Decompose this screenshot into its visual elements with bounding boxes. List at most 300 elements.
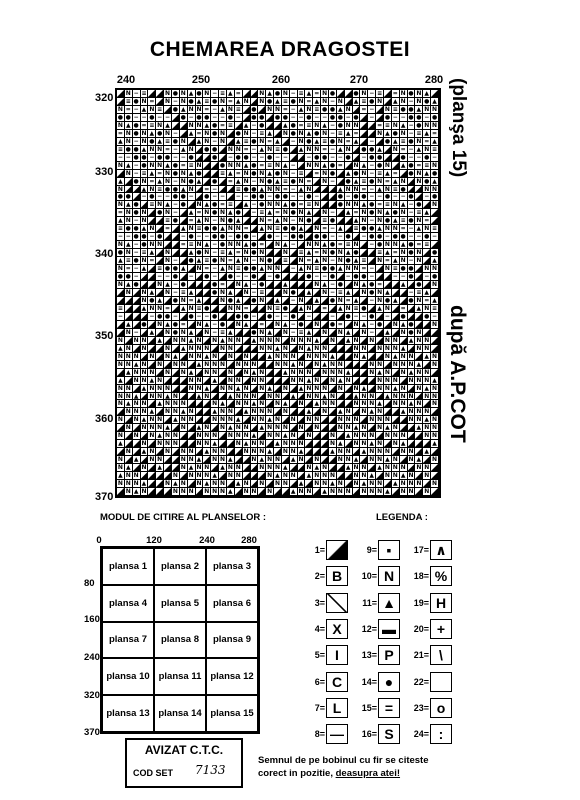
pattern-cell: N bbox=[227, 241, 233, 249]
pattern-cell bbox=[345, 361, 353, 369]
pattern-cell bbox=[243, 345, 251, 353]
pattern-cell bbox=[305, 400, 313, 408]
pattern-cell bbox=[243, 329, 251, 337]
pattern-cell bbox=[305, 424, 313, 432]
pattern-cell: ▲ bbox=[431, 178, 439, 186]
pattern-cell: N bbox=[392, 424, 398, 432]
pattern-cell bbox=[337, 393, 345, 401]
pattern-cell: ● bbox=[117, 249, 124, 257]
pattern-cell: ● bbox=[227, 217, 233, 225]
pattern-cell: N bbox=[432, 320, 438, 328]
pattern-cell: ● bbox=[196, 113, 202, 121]
pattern-cell: ▲ bbox=[353, 393, 361, 401]
pattern-cell: N bbox=[314, 472, 320, 480]
pattern-cell: ● bbox=[117, 273, 124, 281]
pattern-cell bbox=[258, 305, 266, 313]
pattern-cell: ● bbox=[267, 97, 273, 105]
pattern-cell bbox=[266, 114, 274, 122]
pattern-cell: N bbox=[392, 360, 398, 368]
pattern-cell: ▲ bbox=[243, 281, 251, 289]
pattern-cell: ● bbox=[267, 312, 273, 320]
pattern-cell bbox=[431, 488, 439, 496]
pattern-cell bbox=[180, 472, 188, 480]
pattern-cell: N bbox=[180, 464, 186, 472]
pattern-cell: N bbox=[133, 336, 139, 344]
pattern-cell: − bbox=[345, 273, 351, 281]
pattern-cell: N bbox=[196, 320, 202, 328]
pattern-cell: N bbox=[314, 225, 320, 233]
pattern-cell: N bbox=[298, 97, 304, 105]
column-tick: 250 bbox=[191, 74, 211, 86]
pattern-cell bbox=[305, 456, 313, 464]
pattern-cell: ● bbox=[361, 145, 367, 153]
pattern-cell: N bbox=[345, 121, 351, 129]
pattern-cell bbox=[408, 464, 416, 472]
pattern-cell: N bbox=[117, 456, 123, 464]
pattern-cell: ▲ bbox=[125, 162, 133, 170]
reading-cell: plansa 1 bbox=[102, 548, 154, 585]
pattern-cell: ▲ bbox=[227, 289, 235, 297]
reading-row-tick: 160 bbox=[84, 614, 100, 625]
pattern-cell: ● bbox=[172, 265, 179, 273]
pattern-cell: N bbox=[267, 392, 273, 400]
pattern-cell: ▲ bbox=[392, 480, 400, 488]
pattern-cell: − bbox=[133, 217, 139, 225]
pattern-cell: N bbox=[337, 296, 343, 304]
pattern-cell: N bbox=[267, 265, 273, 273]
legend-number: 6= bbox=[314, 677, 325, 687]
pattern-cell: − bbox=[290, 161, 296, 169]
pattern-cell: − bbox=[329, 225, 335, 233]
pattern-cell: N bbox=[204, 432, 210, 440]
pattern-cell: ▲ bbox=[290, 456, 298, 464]
pattern-cell: ● bbox=[337, 281, 343, 289]
pattern-cell bbox=[203, 400, 211, 408]
pattern-cell: ▲ bbox=[376, 186, 384, 194]
pattern-cell: ● bbox=[424, 177, 430, 185]
pattern-cell: ▲ bbox=[141, 106, 149, 114]
pattern-cell: ● bbox=[369, 209, 375, 217]
pattern-cell: N bbox=[432, 392, 438, 400]
pattern-cell bbox=[243, 90, 251, 98]
pattern-cell: ≡ bbox=[298, 328, 304, 336]
pattern-cell: N bbox=[165, 480, 171, 488]
pattern-cell bbox=[125, 305, 133, 313]
pattern-cell: N bbox=[220, 488, 226, 496]
pattern-cell: = bbox=[180, 320, 186, 328]
pattern-cell: ▲ bbox=[243, 162, 251, 170]
pattern-cell: N bbox=[337, 424, 343, 432]
pattern-cell: N bbox=[432, 121, 438, 129]
pattern-cell: − bbox=[117, 312, 123, 320]
pattern-cell: − bbox=[212, 328, 218, 336]
pattern-cell bbox=[321, 186, 329, 194]
pattern-cell: = bbox=[416, 241, 422, 249]
pattern-cell: N bbox=[306, 105, 312, 113]
pattern-cell: N bbox=[243, 169, 249, 177]
pattern-cell: N bbox=[259, 336, 265, 344]
pattern-cell bbox=[290, 273, 298, 281]
pattern-cell bbox=[423, 361, 431, 369]
pattern-cell: = bbox=[377, 201, 383, 209]
pattern-cell bbox=[196, 369, 204, 377]
pattern-cell bbox=[423, 480, 431, 488]
pattern-cell: ● bbox=[267, 177, 273, 185]
pattern-cell: N bbox=[165, 97, 171, 105]
pattern-cell: N bbox=[220, 289, 226, 297]
pattern-cell bbox=[172, 456, 180, 464]
pattern-cell: N bbox=[188, 225, 194, 233]
pattern-cell bbox=[141, 456, 149, 464]
pattern-cell: − bbox=[165, 113, 171, 121]
pattern-cell: N bbox=[117, 352, 123, 360]
pattern-cell: ● bbox=[125, 145, 131, 153]
pattern-cell: N bbox=[298, 488, 304, 496]
pattern-cell bbox=[298, 353, 306, 361]
pattern-cell: N bbox=[188, 456, 194, 464]
pattern-cell: ● bbox=[392, 233, 398, 241]
pattern-cell: N bbox=[220, 97, 226, 105]
pattern-cell: ▲ bbox=[125, 122, 133, 130]
pattern-cell: N bbox=[416, 328, 422, 336]
pattern-cell: N bbox=[337, 257, 343, 265]
stamp-title: AVIZAT C.T.C. bbox=[144, 743, 224, 757]
pattern-cell: = bbox=[392, 90, 398, 97]
pattern-cell: − bbox=[337, 233, 343, 241]
pattern-cell bbox=[298, 162, 306, 170]
pattern-cell: ≡ bbox=[196, 225, 202, 233]
pattern-cell bbox=[243, 416, 251, 424]
pattern-cell: ▲ bbox=[235, 217, 243, 225]
pattern-cell: N bbox=[235, 161, 241, 169]
pattern-cell: ● bbox=[141, 233, 147, 241]
pattern-cell: ▲ bbox=[148, 249, 156, 257]
pattern-cell: − bbox=[157, 193, 163, 201]
pattern-cell: ▲ bbox=[360, 162, 368, 170]
pattern-cell: N bbox=[392, 456, 398, 464]
pattern-cell: ● bbox=[408, 113, 414, 121]
pattern-cell: N bbox=[220, 344, 226, 352]
pattern-cell: N bbox=[157, 384, 163, 392]
pattern-cell: N bbox=[274, 352, 280, 360]
pattern-cell: N bbox=[322, 97, 328, 105]
pattern-cell: N bbox=[259, 296, 265, 304]
pattern-cell bbox=[431, 329, 439, 337]
pattern-cell bbox=[298, 289, 306, 297]
pattern-cell: ● bbox=[267, 153, 273, 161]
pattern-cell bbox=[141, 281, 149, 289]
pattern-cell: = bbox=[361, 265, 367, 273]
pattern-cell: N bbox=[141, 440, 147, 448]
pattern-cell: ≡ bbox=[141, 90, 147, 97]
pattern-cell: N bbox=[400, 177, 406, 185]
pattern-cell bbox=[408, 424, 416, 432]
pattern-cell: − bbox=[361, 312, 367, 320]
pattern-cell: N bbox=[125, 90, 131, 97]
pattern-cell: ▲ bbox=[305, 249, 313, 257]
pattern-cell bbox=[156, 90, 164, 98]
pattern-cell bbox=[274, 385, 282, 393]
pattern-cell bbox=[219, 432, 227, 440]
pattern-cell: N bbox=[243, 257, 249, 265]
pattern-cell: N bbox=[314, 145, 320, 153]
pattern-cell bbox=[274, 369, 282, 377]
pattern-cell: N bbox=[220, 129, 226, 137]
pattern-cell bbox=[376, 114, 384, 122]
pattern-cell: N bbox=[345, 201, 351, 209]
pattern-cell: ● bbox=[117, 193, 124, 201]
pattern-cell: N bbox=[424, 105, 430, 113]
pattern-cell: N bbox=[322, 209, 328, 217]
pattern-cell: = bbox=[298, 121, 304, 129]
pattern-cell: N bbox=[282, 344, 288, 352]
pattern-cell: N bbox=[314, 416, 320, 424]
pattern-cell: ≡ bbox=[353, 304, 359, 312]
pattern-cell: N bbox=[243, 448, 249, 456]
pattern-cell: ▲ bbox=[384, 170, 392, 178]
pattern-cell: N bbox=[329, 400, 335, 408]
pattern-cell: − bbox=[149, 153, 155, 161]
pattern-cell: − bbox=[251, 201, 257, 209]
pattern-cell bbox=[251, 305, 259, 313]
pattern-cell: ≡ bbox=[432, 225, 438, 233]
pattern-cell: ▲ bbox=[156, 138, 164, 146]
pattern-cell: ● bbox=[196, 249, 202, 257]
pattern-cell: − bbox=[314, 113, 320, 121]
pattern-cell: N bbox=[180, 448, 186, 456]
pattern-cell: ● bbox=[361, 225, 367, 233]
pattern-cell bbox=[211, 424, 219, 432]
pattern-cell: ▲ bbox=[337, 186, 345, 194]
pattern-cell: − bbox=[165, 193, 171, 201]
pattern-cell: N bbox=[298, 360, 304, 368]
pattern-cell: ▲ bbox=[431, 257, 439, 265]
pattern-cell bbox=[305, 170, 313, 178]
pattern-cell: N bbox=[212, 456, 218, 464]
pattern-cell: ● bbox=[172, 90, 179, 97]
pattern-cell: ▲ bbox=[227, 424, 235, 432]
pattern-cell: N bbox=[188, 472, 194, 480]
pattern-cell: N bbox=[196, 241, 202, 249]
pattern-cell: − bbox=[298, 113, 304, 121]
pattern-cell: ▲ bbox=[117, 217, 125, 225]
pattern-cell: ▲ bbox=[227, 170, 235, 178]
pattern-cell: N bbox=[377, 440, 383, 448]
pattern-cell: N bbox=[125, 352, 131, 360]
pattern-cell: ▲ bbox=[117, 440, 125, 448]
pattern-cell bbox=[258, 361, 266, 369]
pattern-cell: ● bbox=[251, 169, 257, 177]
pattern-cell bbox=[384, 400, 392, 408]
legend-item bbox=[307, 593, 348, 613]
pattern-cell bbox=[219, 393, 227, 401]
pattern-cell: − bbox=[345, 113, 351, 121]
pattern-cell: ▲ bbox=[243, 408, 251, 416]
pattern-cell bbox=[415, 432, 423, 440]
pattern-cell: ● bbox=[321, 265, 328, 273]
pattern-cell: ● bbox=[369, 97, 375, 105]
pattern-cell: N bbox=[361, 472, 367, 480]
pattern-cell bbox=[321, 321, 329, 329]
pattern-cell: ● bbox=[188, 97, 194, 105]
pattern-cell: − bbox=[416, 153, 422, 161]
pattern-cell bbox=[219, 377, 227, 385]
legend-item bbox=[359, 593, 400, 613]
pattern-cell: N bbox=[172, 360, 178, 368]
pattern-cell: ● bbox=[314, 233, 320, 241]
pattern-cell bbox=[376, 472, 384, 480]
pattern-cell: N bbox=[282, 209, 288, 217]
pattern-cell: ▲ bbox=[196, 257, 204, 265]
pattern-cell bbox=[313, 209, 321, 217]
pattern-cell: − bbox=[408, 129, 414, 137]
pattern-cell: ▲ bbox=[415, 456, 423, 464]
reading-cell: plansa 4 bbox=[102, 585, 154, 622]
pattern-cell: − bbox=[306, 153, 312, 161]
pattern-cell: N bbox=[149, 161, 155, 169]
pattern-cell: N bbox=[282, 480, 288, 488]
pattern-cell: N bbox=[212, 352, 218, 360]
pattern-cell: N bbox=[298, 344, 304, 352]
pattern-cell: − bbox=[408, 289, 414, 297]
pattern-cell bbox=[235, 122, 243, 130]
pattern-cell bbox=[172, 305, 180, 313]
pattern-cell: ≡ bbox=[149, 121, 155, 129]
reading-cell: plansa 6 bbox=[206, 585, 258, 622]
pattern-cell: ▲ bbox=[360, 321, 368, 329]
pattern-cell: N bbox=[267, 225, 273, 233]
pattern-cell: N bbox=[361, 328, 367, 336]
pattern-cell: N bbox=[172, 440, 178, 448]
pattern-cell: N bbox=[400, 448, 406, 456]
pattern-cell bbox=[345, 90, 353, 98]
pattern-cell: ● bbox=[251, 296, 257, 304]
pattern-cell: N bbox=[274, 464, 280, 472]
legend-symbol: \ bbox=[430, 645, 452, 665]
pattern-cell: ▲ bbox=[353, 257, 361, 265]
pattern-cell: N bbox=[141, 368, 147, 376]
pattern-cell: N bbox=[235, 360, 241, 368]
pattern-cell: = bbox=[125, 265, 131, 273]
pattern-cell: − bbox=[290, 217, 296, 225]
pattern-cell bbox=[368, 424, 376, 432]
pattern-cell: N bbox=[259, 169, 265, 177]
pattern-cell: − bbox=[369, 161, 375, 169]
pattern-cell: ● bbox=[204, 273, 210, 281]
pattern-cell: ▲ bbox=[148, 377, 156, 385]
pattern-cell: − bbox=[133, 328, 139, 336]
pattern-cell bbox=[148, 440, 156, 448]
pattern-cell bbox=[235, 408, 243, 416]
pattern-cell: ≡ bbox=[157, 105, 163, 113]
pattern-cell: N bbox=[337, 249, 343, 257]
pattern-cell: N bbox=[322, 368, 328, 376]
pattern-cell bbox=[282, 337, 290, 345]
pattern-cell: − bbox=[369, 90, 375, 97]
pattern-cell: N bbox=[141, 137, 147, 145]
pattern-cell: N bbox=[353, 440, 359, 448]
legend-symbol: + bbox=[430, 619, 452, 639]
pattern-cell: − bbox=[212, 137, 218, 145]
pattern-cell: − bbox=[369, 169, 375, 177]
pattern-cell: N bbox=[133, 368, 139, 376]
pattern-cell: N bbox=[235, 304, 241, 312]
pattern-cell: N bbox=[306, 432, 312, 440]
pattern-cell: N bbox=[416, 90, 422, 97]
pattern-cell: ● bbox=[219, 161, 226, 169]
pattern-cell: ● bbox=[251, 328, 257, 336]
pattern-cell bbox=[384, 146, 392, 154]
pattern-cell bbox=[196, 273, 204, 281]
pattern-cell: N bbox=[141, 424, 147, 432]
pattern-cell: ≡ bbox=[392, 185, 398, 193]
legend-symbol: B bbox=[326, 566, 348, 586]
pattern-cell: = bbox=[314, 249, 320, 257]
pattern-cell: N bbox=[377, 448, 383, 456]
pattern-cell: ≡ bbox=[220, 249, 226, 257]
legend-number: 15= bbox=[361, 703, 377, 713]
pattern-cell: ● bbox=[133, 225, 139, 233]
pattern-cell bbox=[172, 241, 180, 249]
pattern-cell bbox=[360, 241, 368, 249]
pattern-cell: ▲ bbox=[415, 361, 423, 369]
pattern-cell bbox=[251, 385, 259, 393]
pattern-cell: ≡ bbox=[361, 177, 367, 185]
pattern-cell: N bbox=[322, 249, 328, 257]
pattern-cell: N bbox=[408, 480, 414, 488]
pattern-cell bbox=[353, 233, 361, 241]
pattern-cell: ▲ bbox=[282, 281, 290, 289]
pattern-cell: N bbox=[125, 384, 131, 392]
pattern-cell: ▲ bbox=[164, 393, 172, 401]
diagonal-fill-icon bbox=[326, 540, 348, 560]
pattern-cell: N bbox=[361, 209, 367, 217]
pattern-cell: N bbox=[259, 177, 265, 185]
pattern-cell bbox=[172, 424, 180, 432]
pattern-cell bbox=[133, 193, 141, 201]
pattern-cell bbox=[164, 106, 172, 114]
pattern-cell: ▲ bbox=[219, 464, 227, 472]
pattern-cell: N bbox=[267, 344, 273, 352]
pattern-cell bbox=[133, 424, 141, 432]
pattern-cell: ● bbox=[424, 97, 430, 105]
pattern-cell: ▲ bbox=[337, 146, 345, 154]
pattern-cell: = bbox=[180, 241, 186, 249]
pattern-cell: ≡ bbox=[282, 97, 288, 105]
pattern-cell: N bbox=[384, 241, 390, 249]
pattern-cell: N bbox=[117, 392, 123, 400]
pattern-cell: ▲ bbox=[258, 225, 266, 233]
pattern-cell: N bbox=[361, 289, 367, 297]
pattern-cell: ● bbox=[180, 281, 186, 289]
pattern-cell: ● bbox=[274, 193, 281, 201]
pattern-cell: N bbox=[416, 464, 422, 472]
pattern-cell: − bbox=[243, 193, 249, 201]
pattern-cell: ▲ bbox=[251, 337, 259, 345]
pattern-cell bbox=[243, 114, 251, 122]
reading-cell: plansa 15 bbox=[206, 695, 258, 732]
pattern-cell: N bbox=[133, 400, 139, 408]
pattern-cell: ▲ bbox=[125, 369, 133, 377]
pattern-cell: N bbox=[157, 456, 163, 464]
pattern-cell: ▲ bbox=[423, 90, 431, 98]
pattern-cell: N bbox=[188, 352, 194, 360]
legend-number: 23= bbox=[413, 703, 429, 713]
pattern-cell: − bbox=[243, 273, 249, 281]
pattern-cell: = bbox=[196, 129, 202, 137]
pattern-cell: = bbox=[204, 105, 210, 113]
pattern-cell bbox=[290, 424, 298, 432]
